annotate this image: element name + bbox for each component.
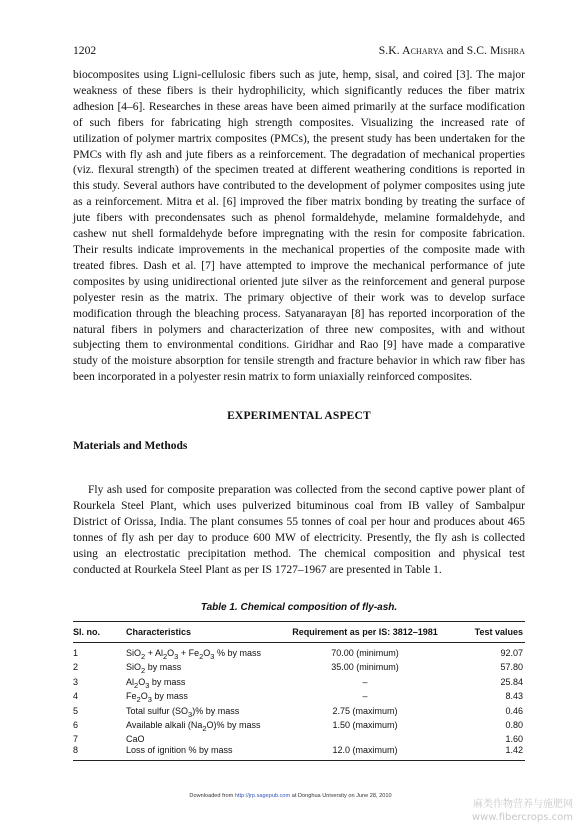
cell-characteristic: Available alkali $(Na_2O)\%$ by mass: [126, 719, 261, 733]
cell-requirement: 35.00 (minimum): [331, 662, 399, 673]
cell-requirement: [289, 734, 441, 745]
intro-paragraph: biocomposites using Ligni-cellulosic fibers such as jute, hemp, sisal, and coired [3]. The major weakness of these fibers is their hydrophilicity, which significantly reduces the fiber matrix adhesion [4–6]. Researches in these areas have been aimed primarily at the surface modification of such fibers for fabricating high strength composites. Visualizing the increased rate of utilization of polymer martrix composites (PMCs), the present study has been undertaken for the PMCs with fly ash and jute fibers as a reinforcement. The degradation of mechanical properties (viz. flexural strength) of the specimen treated at different weathering conditions is reported in this study. Several authors have contributed to the development of polymer composites using jute as a reinforcement. Mitra et al. [6] improved the fiber matrix bonding by treating the surface of jute fibers with precondensates such as phenol formaldehyde, melamine formaldehyde, and cashew nut shell formaldehyde before impregnating with the resin for composite fabrication. Their results indicate improvements in the mechanical properties of the composite made with treated fibres. Dash et al. [7] have attempted to improve the mechanical performance of jute composites by using unidirectional oriented jute silver as the reinforcement and general purpose polyester resin as the matrix. The primary objective of their work was to develop surface modification through the bleaching process. Satyanarayan [8] has reported incorporation of the natural fibers in polymers and characterization of three new composites, with and without subjecting them to environmental conditions. Giridhar and Rao [9] have made a comparative study of the moisture absorption for tensile strength and fracture behavior in which raw fiber has been incorporated in a polyester resin matrix to form uniaxially reinforced composites.: [73, 69, 525, 384]
running-authors: S.K. Acharya and S.C. Mishra: [378, 44, 525, 57]
table-row: [73, 706, 525, 720]
cell-sl-no: 6: [73, 719, 79, 730]
table-row: [73, 720, 525, 734]
section-heading: EXPERIMENTAL ASPECT: [227, 410, 371, 422]
header-characteristics: Characteristics: [126, 627, 192, 637]
cell-sl-no: 5: [73, 705, 79, 716]
cell-characteristic: CaO: [126, 734, 145, 745]
cell-sl-no: 2: [73, 662, 79, 673]
header-requirement: Requirement as per IS: 3812–1981: [292, 627, 438, 637]
cell-characteristic: Loss of ignition % by mass: [126, 744, 233, 755]
cell-test-value: 1.60: [505, 734, 523, 745]
cell-requirement: 2.75 (maximum): [332, 705, 398, 716]
cell-requirement: 1.50 (maximum): [332, 719, 398, 730]
table-row: [73, 734, 525, 745]
cell-sl-no: 7: [73, 734, 79, 745]
subsection-heading: Materials and Methods: [73, 440, 188, 452]
cell-requirement: 70.00 (minimum): [331, 648, 399, 658]
composition-table: [73, 621, 525, 761]
cell-characteristic: Total sulfur $(SO_3)\%$ by mass: [126, 705, 240, 719]
page-number: 1202: [73, 44, 97, 57]
cell-test-value: 92.07: [500, 648, 523, 658]
running-header: [73, 44, 525, 58]
cell-test-value: 1.42: [505, 744, 523, 755]
download-footer: Downloaded from http://jrp.sagepub.com at Donghua University on June 28, 2010: [189, 793, 392, 799]
cell-requirement: 12.0 (maximum): [332, 744, 398, 755]
footer-link[interactable]: http://jrp.sagepub.com: [234, 793, 291, 799]
header-test-values: Test values: [474, 627, 523, 637]
cell-sl-no: 8: [73, 744, 79, 755]
cell-sl-no: 1: [73, 648, 79, 658]
cell-requirement: –: [362, 676, 368, 687]
cell-requirement: –: [362, 691, 368, 702]
site-watermark: 麻类作物营养与施肥网 www.fibercrops.com: [471, 799, 573, 823]
header-sl-no: Sl. no.: [73, 627, 100, 637]
table-row: [73, 745, 525, 760]
cell-characteristic: $Al_2O_3$ by mass: [126, 676, 186, 690]
cell-test-value: 57.80: [500, 662, 523, 673]
cell-test-value: 0.80: [505, 719, 523, 730]
table-row: [73, 643, 525, 663]
cell-characteristic: $SiO_2 + Al_2O_3 + Fe_2O_3$ % by mass: [126, 648, 261, 661]
cell-characteristic: SiO$_2$ by mass: [126, 662, 182, 676]
table-row: [73, 677, 525, 691]
table-header-row: [73, 622, 525, 643]
cell-characteristic: $Fe_2O_3$ by mass: [126, 691, 188, 704]
cell-test-value: 25.84: [500, 676, 523, 687]
cell-sl-no: 3: [73, 676, 79, 687]
cell-sl-no: 4: [73, 691, 79, 702]
table-caption: Table 1. Chemical composition of fly-ash.: [200, 602, 398, 613]
cell-test-value: 0.46: [505, 705, 523, 716]
table-row: [73, 662, 525, 676]
table-row: [73, 691, 525, 705]
cell-test-value: 8.43: [505, 691, 523, 702]
materials-paragraph: Fly ash used for composite preparation was collected from the second captive power plant of Rourkela Steel Plant, which uses pulverized bituminous coal from IB valley of Sambalpur District of Orissa, India. The plant consumes 55 tonnes of coal per hour and produces about 465 tonnes of fly ash per day to produce 600 MW of electricity. Presently, the fly ash is collected using an electrostatic precipitation method. The chemical composition and physical test conducted at Rourkela Steel Plant as per IS 1727–1967 are presented in Table 1.: [73, 484, 525, 576]
